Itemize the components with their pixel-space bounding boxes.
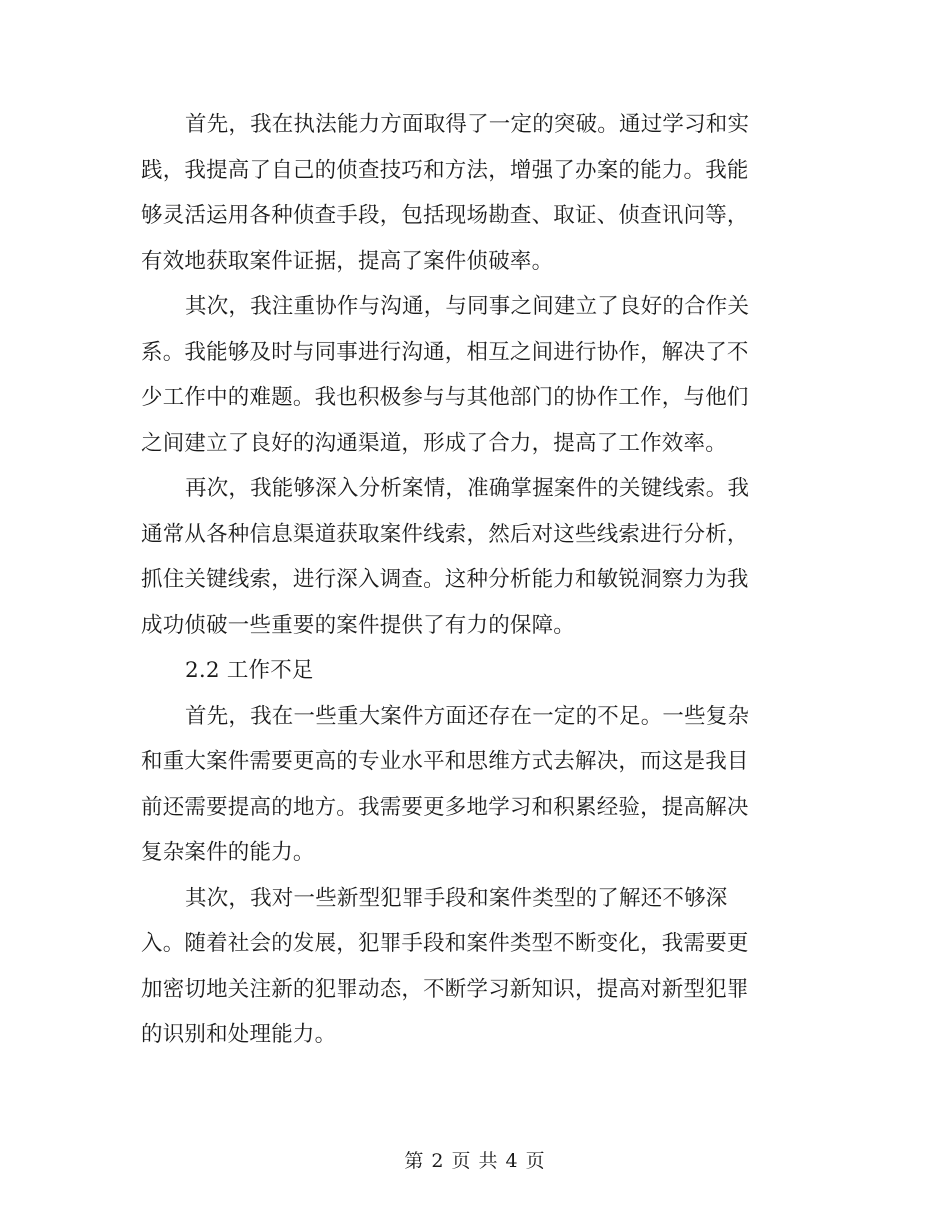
text-line: 再次，我能够深入分析案情，准确掌握案件的关键线索。我	[185, 476, 750, 501]
text-line: 系。我能够及时与同事进行沟通，相互之间进行协作，解决了不	[141, 339, 749, 365]
text-line: 践，我提高了自己的侦查技巧和方法，增强了办案的能力。我能	[141, 157, 749, 183]
page-number-footer: 第 2 页 共 4 页	[404, 1150, 546, 1172]
text-line: 通常从各种信息渠道获取案件线索，然后对这些线索进行分析，	[141, 521, 749, 547]
text-line: 够灵活运用各种侦查手段，包括现场勘查、取证、侦查讯问等，	[141, 203, 749, 228]
text-line: 其次，我对一些新型犯罪手段和案件类型的了解还不够深	[185, 885, 728, 911]
text-line: 前还需要提高的地方。我需要更多地学习和积累经验，提高解决	[141, 794, 749, 820]
paragraph-weaknesses-1	[141, 694, 801, 876]
paragraph-strengths-2	[141, 284, 801, 466]
paragraph-strengths-3	[141, 466, 801, 648]
text-line: 抓住关键线索，进行深入调查。这种分析能力和敏锐洞察力为我	[141, 567, 749, 592]
text-line: 首先，我在执法能力方面取得了一定的突破。通过学习和实	[185, 112, 750, 137]
document-body	[141, 102, 801, 1058]
text-line: 入。随着社会的发展，犯罪手段和案件类型不断变化，我需要更	[141, 931, 749, 956]
section-heading: 2.2 工作不足	[185, 658, 314, 683]
text-line: 有效地获取案件证据，提高了案件侦破率。	[141, 248, 554, 274]
paragraph-strengths-1	[141, 102, 801, 284]
text-line: 之间建立了良好的沟通渠道，形成了合力，提高了工作效率。	[141, 430, 727, 456]
text-line: 的识别和处理能力。	[141, 1022, 337, 1047]
text-line: 少工作中的难题。我也积极参与与其他部门的协作工作，与他们	[141, 385, 749, 410]
text-line: 复杂案件的能力。	[141, 840, 315, 865]
paragraph-weaknesses-2	[141, 876, 801, 1058]
text-line: 成功侦破一些重要的案件提供了有力的保障。	[141, 612, 576, 638]
text-line: 首先，我在一些重大案件方面还存在一定的不足。一些复杂	[185, 703, 750, 729]
text-line: 加密切地关注新的犯罪动态，不断学习新知识，提高对新型犯罪	[141, 976, 749, 1002]
text-line: 其次，我注重协作与沟通，与同事之间建立了良好的合作关	[185, 294, 750, 319]
text-line: 和重大案件需要更高的专业水平和思维方式去解决，而这是我目	[141, 749, 749, 774]
